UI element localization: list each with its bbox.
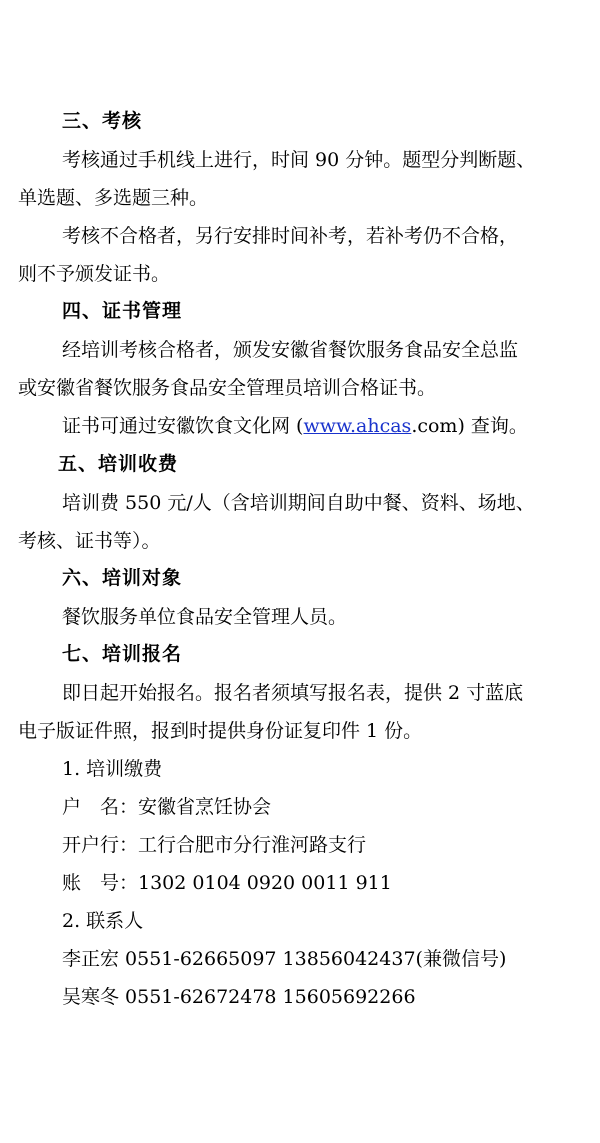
certificate-query-suffix: .com) 查询。 (411, 415, 528, 437)
certificate-query-line (62, 412, 582, 440)
certificate-query-prefix: 证书可通过安徽饮食文化网 ( (62, 415, 304, 437)
payment-subheading: 1. 培训缴费 (62, 758, 163, 780)
exam-paragraph-line: 单选题、多选题三种。 (18, 187, 209, 209)
exam-paragraph-line: 考核通过手机线上进行，时间 90 分钟。题型分判断题、 (62, 149, 536, 171)
section-heading-audience: 六、培训对象 (62, 567, 183, 589)
account-number: 账 号：1302 0104 0920 0011 911 (62, 872, 392, 894)
bank-name: 开户行：工行合肥市分行淮河路支行 (62, 834, 367, 856)
certificate-paragraph-line: 或安徽省餐饮服务食品安全管理员培训合格证书。 (18, 377, 437, 399)
fee-paragraph-line: 培训费 550 元/人（含培训期间自助中餐、资料、场地、 (62, 492, 535, 514)
exam-paragraph-line: 考核不合格者，另行安排时间补考，若补考仍不合格， (62, 225, 519, 247)
section-heading-certificate: 四、证书管理 (62, 300, 183, 322)
contact-subheading: 2. 联系人 (62, 910, 144, 932)
section-heading-fee: 五、培训收费 (58, 453, 179, 475)
fee-paragraph-line: 考核、证书等）。 (18, 530, 161, 552)
exam-paragraph-line: 则不予颁发证书。 (18, 263, 171, 285)
registration-paragraph-line: 电子版证件照，报到时提供身份证复印件 1 份。 (18, 720, 423, 742)
audience-paragraph: 餐饮服务单位食品安全管理人员。 (62, 606, 348, 628)
website-link[interactable]: www.ahcas (303, 415, 412, 437)
contact-person: 吴寒冬 0551-62672478 15605692266 (62, 986, 416, 1008)
section-heading-registration: 七、培训报名 (62, 643, 183, 665)
certificate-paragraph-line: 经培训考核合格者，颁发安徽省餐饮服务食品安全总监 (62, 339, 519, 361)
account-name: 户 名：安徽省烹饪协会 (62, 796, 272, 818)
section-heading-exam: 三、考核 (62, 110, 143, 132)
registration-paragraph-line: 即日起开始报名。报名者须填写报名表，提供 2 寸蓝底 (62, 682, 524, 704)
contact-person: 李正宏 0551-62665097 13856042437(兼微信号) (62, 948, 507, 970)
